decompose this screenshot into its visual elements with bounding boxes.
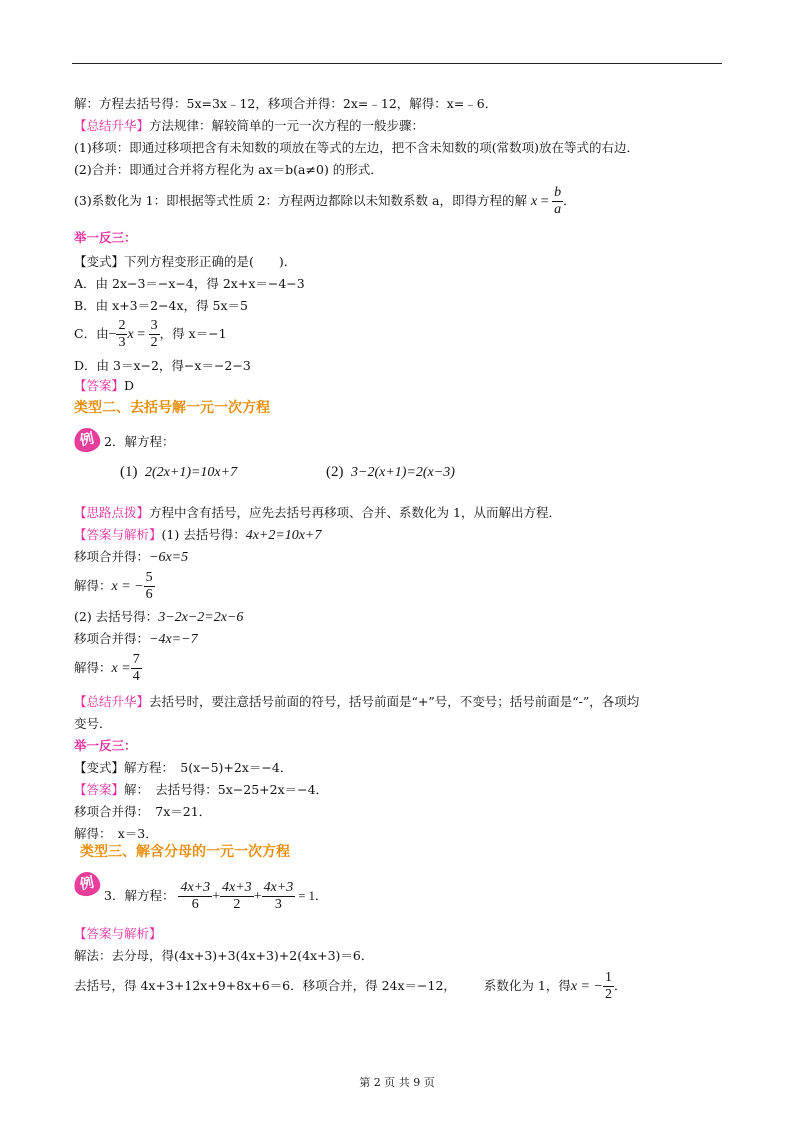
text-line: 解：方程去括号得：5x=3x﹣12，移项合并得：2x=﹣12，解得：x=﹣6． — [74, 96, 498, 111]
fraction-numerator: 3 — [150, 318, 158, 333]
fraction-denominator: 2 — [233, 897, 241, 912]
equation: −6x=5 — [149, 550, 189, 565]
solution-line — [74, 968, 626, 1005]
equation: x = − — [111, 579, 144, 594]
option-b: B．由 x+3＝2−4x，得 5x＝5 — [74, 298, 248, 313]
hint-text: 方程中含有括号，应先去括号再移项、合并、系数化为 1，从而解出方程． — [149, 505, 561, 520]
fraction-numerator: 2 — [118, 318, 126, 333]
solution-line — [74, 609, 243, 626]
solution-tag: 【答案与解析】 — [74, 527, 162, 542]
text: 移项合并得： — [74, 549, 150, 564]
fraction — [262, 880, 296, 913]
option-d: D．由 3＝x−2，得−x＝−2−3 — [74, 358, 251, 373]
answer-value: D — [124, 378, 135, 393]
text-line: (2)合并：即通过合并将方程化为 ax＝b(a≠0) 的形式． — [74, 162, 383, 177]
fraction-numerator: 5 — [145, 570, 153, 585]
equation: 2(2x+1)=10x+7 — [145, 465, 238, 480]
equation-label: (1) — [120, 464, 138, 480]
solution-line — [74, 631, 198, 648]
summary-text: 方法规律：解较简单的一元一次方程的一般步骤： — [149, 118, 425, 133]
summary-text: 去括号时，要注意括号前面的符号，括号前面是“+”号，不变号；括号前面是“-”，各项均 — [149, 694, 640, 709]
equation: x = — [111, 661, 131, 676]
fraction — [552, 185, 563, 218]
example-prompt — [104, 878, 327, 915]
summary-line: 变号． — [74, 716, 112, 731]
text: ． — [613, 978, 627, 993]
text: = 1． — [295, 889, 328, 903]
text: C．由 — [74, 326, 109, 341]
equation: 3−2(x+1)=2(x−3) — [351, 465, 455, 480]
answer-line: 移项合并得： 7x＝21． — [74, 804, 212, 819]
summary-line — [74, 694, 639, 710]
math-op: = — [537, 194, 553, 209]
variant-question: 【变式】下列方程变形正确的是( )． — [74, 254, 297, 269]
text: ． — [563, 193, 576, 208]
equation: 3−2x−2=2x−6 — [158, 610, 244, 625]
option-a: A．由 2x−3＝−x−4，得 2x+x＝−4−3 — [74, 276, 305, 291]
equation-2 — [326, 464, 455, 481]
math-var: x — [127, 327, 134, 342]
text-line — [74, 184, 576, 219]
answer-line — [74, 378, 134, 394]
fraction — [149, 318, 160, 351]
header-rule — [72, 63, 722, 64]
text: (2) 去括号得： — [74, 609, 159, 624]
fraction-denominator: 3 — [118, 335, 126, 350]
equation: 4x+2=10x+7 — [245, 528, 322, 543]
text: (3)系数化为 1：即根据等式性质 2：方程两边都除以未知数系数 a，即得方程的解 — [74, 193, 527, 208]
fraction — [131, 652, 142, 685]
text: 系数化为 1，得 — [483, 978, 571, 993]
summary-tag: 【总结升华】 — [74, 118, 150, 133]
fraction-denominator: 2 — [604, 987, 612, 1002]
text: 去括号，得 4x+3+12x+9+8x+6＝6．移项合并，得 24x＝−12， — [74, 978, 456, 993]
text: ，得 x＝−1 — [159, 326, 227, 341]
text: (1) 去括号得： — [161, 527, 246, 542]
math-var: x — [530, 194, 538, 209]
solution-line — [74, 568, 155, 605]
text: 解得： — [74, 578, 112, 593]
text-line: (1)移项：即通过移项把含有未知数的项放在等式的左边，把不含未知数的项(常数项)放在等式的右边． — [74, 140, 639, 155]
example-badge-icon: 例 — [72, 426, 102, 455]
page-footer: 第 2 页 共 9 页 — [359, 1076, 435, 1089]
answer-text: 解： 去括号得：5x−25+2x＝−4． — [124, 782, 329, 797]
summary-line — [74, 118, 424, 134]
fraction-numerator: 7 — [132, 652, 140, 667]
solution-line — [74, 549, 188, 566]
fraction-denominator: 4 — [132, 669, 140, 684]
example-badge-icon: 例 — [72, 870, 102, 899]
answer-line — [74, 782, 328, 798]
solution-line — [74, 527, 321, 544]
solution-tag: 【答案与解析】 — [74, 926, 162, 941]
math-op: + — [212, 889, 221, 904]
answer-line: 解得： x＝3． — [74, 826, 158, 841]
fraction-numerator: 1 — [604, 970, 612, 985]
text: 移项合并得： — [74, 631, 150, 646]
fraction-denominator: 3 — [274, 897, 282, 912]
fraction-denominator: 2 — [150, 335, 158, 350]
example-prompt: 2．解方程： — [104, 434, 175, 449]
hint-line — [74, 505, 561, 521]
answer-tag: 【答案】 — [74, 782, 125, 797]
fraction-numerator: 4x+3 — [263, 880, 294, 895]
section-heading: 举一反三： — [74, 230, 137, 245]
math-op: = — [133, 327, 149, 342]
type-heading: 类型三、解含分母的一元一次方程 — [80, 844, 290, 860]
math-op: − — [108, 327, 117, 342]
fraction — [603, 970, 614, 1003]
solution-line — [74, 650, 142, 687]
fraction — [144, 570, 155, 603]
fraction — [178, 880, 212, 913]
equation: −4x=−7 — [149, 632, 198, 647]
fraction-numerator: 4x+3 — [222, 880, 252, 895]
option-c — [74, 316, 227, 353]
fraction-denominator: 6 — [191, 897, 199, 912]
hint-tag: 【思路点拨】 — [74, 505, 150, 520]
text: 3．解方程： — [104, 888, 175, 903]
fraction-numerator: 4x+3 — [180, 880, 211, 895]
text: 解得： — [74, 660, 112, 675]
math-op: + — [253, 889, 262, 904]
summary-tag: 【总结升华】 — [74, 694, 150, 709]
equation-label: (2) — [326, 464, 344, 480]
fraction-denominator: a — [554, 202, 562, 217]
variant-question: 【变式】解方程： 5(x−5)+2x＝−4． — [74, 760, 293, 775]
equation: x = − — [570, 979, 603, 994]
fraction — [220, 880, 254, 913]
fraction-denominator: 6 — [145, 587, 153, 602]
solution-line: 解法：去分母，得(4x+3)+3(4x+3)+2(4x+3)＝6． — [74, 948, 374, 963]
type-heading: 类型二、去括号解一元一次方程 — [74, 400, 270, 416]
section-heading: 举一反三： — [74, 738, 137, 753]
fraction-numerator: b — [554, 185, 562, 200]
fraction — [116, 318, 127, 351]
answer-tag: 【答案】 — [74, 378, 125, 393]
equation-1 — [120, 464, 237, 481]
